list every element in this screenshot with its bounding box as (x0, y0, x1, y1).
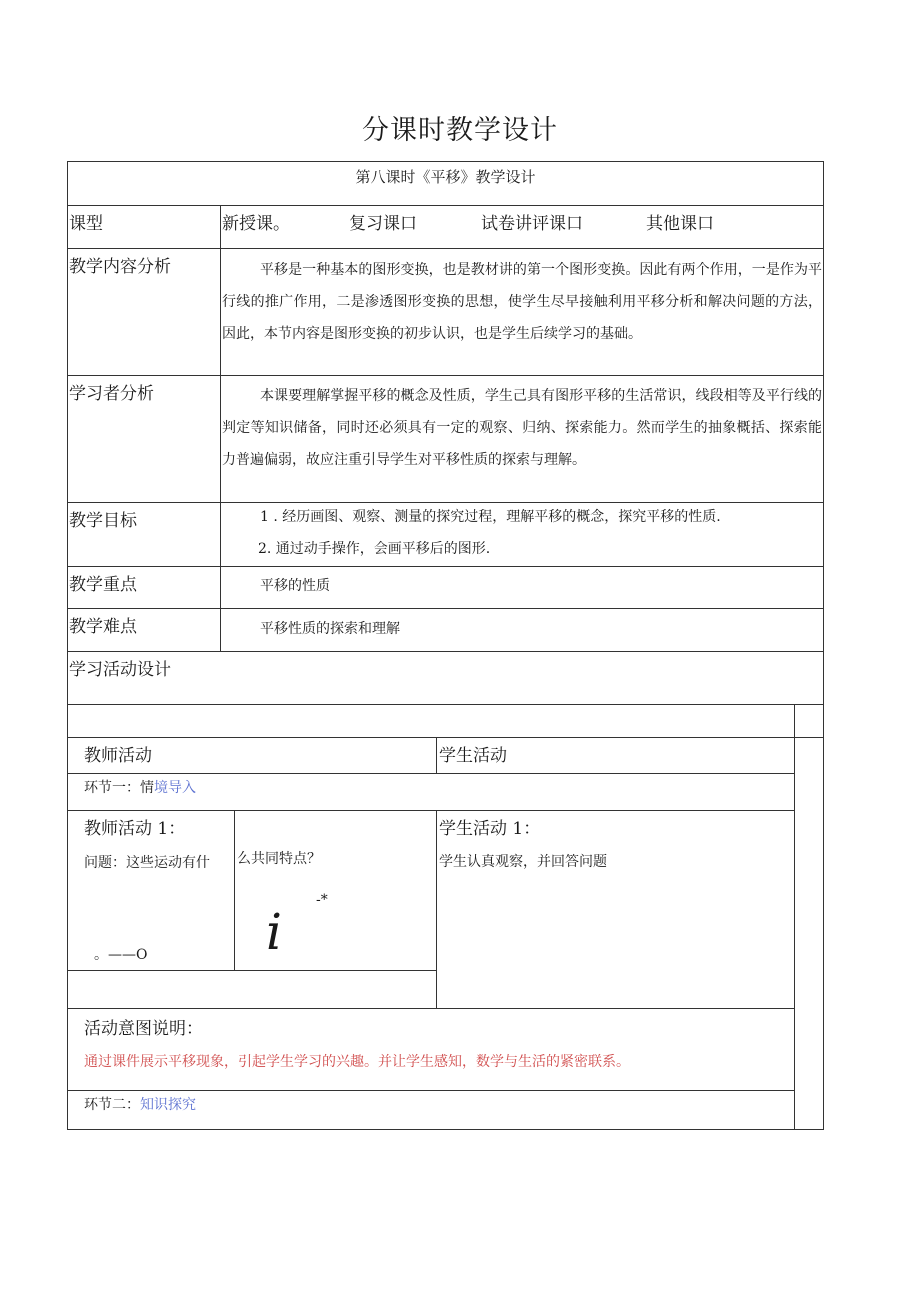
section-1-heading (84, 777, 196, 797)
section-1-prefix: 环节一：情 (84, 780, 154, 796)
section-1-link: 境导入 (154, 780, 196, 796)
content-analysis-label: 教学内容分析 (69, 257, 171, 277)
lesson-title: 第八课时《平移》教学设计 (355, 168, 536, 186)
motion-image-mark: -* (316, 892, 328, 908)
key-point-text: 平移的性质 (260, 578, 330, 594)
type-option-review: 复习课口 (349, 214, 417, 234)
content-analysis-text: 平移是一种基本的图形变换，也是教材讲的第一个图形变换。因此有两个作用，一是作为平行线的推广作用，二是渗透图形变换的思想，使学生尽早接触利用平移分析和解决问题的方法，因此，本节内容是图形变换的初步认识，也是学生后续学习的基础。 (222, 262, 822, 342)
question-text-part2: 么共同特点？ (237, 851, 321, 867)
type-label: 课型 (69, 214, 103, 234)
activity-design-label: 学习活动设计 (69, 660, 171, 680)
type-option-other: 其他课口 (646, 214, 714, 234)
teacher-activity-header: 教师活动 (84, 746, 152, 766)
section-2-heading (84, 1094, 196, 1114)
dash-mark: 。——O (94, 947, 148, 963)
section-2-link: 知识探究 (140, 1097, 196, 1113)
goals-label: 教学目标 (69, 511, 137, 531)
type-option-new: 新授课。 (222, 214, 290, 234)
difficulty-label: 教学难点 (69, 617, 137, 637)
goal-item-2: 2. 通过动手操作，会画平移后的图形. (258, 541, 491, 557)
teacher-activity-1-label: 教师活动 1： (84, 819, 186, 839)
student-activity-header: 学生活动 (439, 746, 507, 766)
section-2-prefix: 环节二： (84, 1097, 140, 1113)
learner-analysis-label: 学习者分析 (69, 384, 154, 404)
page-title: 分课时教学设计 (362, 115, 558, 146)
student-response-text: 学生认真观察，并回答问题 (439, 854, 607, 870)
learner-analysis-text: 本课要理解掌握平移的概念及性质，学生己具有图形平移的生活常识，线段相等及平行线的判定等知识储备，同时还必须具有一定的观察、归纳、探索能力。然而学生的抽象概括、探索能力普遍偏弱，故应注重引导学生对平移性质的探索与理解。 (222, 388, 822, 468)
question-text-part1: 问题：这些运动有什 (84, 855, 210, 871)
difficulty-text: 平移性质的探索和理解 (260, 621, 400, 637)
student-activity-1-label: 学生活动 1： (439, 819, 541, 839)
motion-image-glyph: i (266, 903, 282, 961)
intent-label: 活动意图说明： (84, 1019, 203, 1039)
type-option-exam: 试卷讲评课口 (481, 214, 583, 234)
goal-item-1: 1 . 经历画图、观察、测量的探究过程，理解平移的概念，探究平移的性质. (260, 509, 721, 525)
intent-text: 通过课件展示平移现象，引起学生学习的兴趣。并让学生感知，数学与生活的紧密联系。 (84, 1054, 630, 1070)
key-point-label: 教学重点 (69, 575, 137, 595)
